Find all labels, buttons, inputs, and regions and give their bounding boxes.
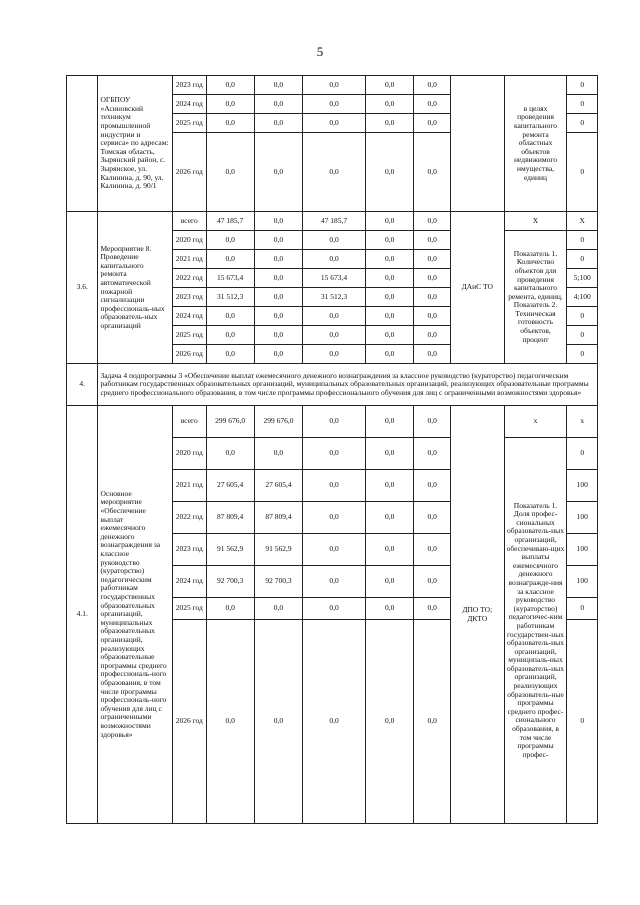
funding-value-cell: 0,0 — [366, 269, 414, 288]
funding-value-cell: 0,0 — [303, 76, 366, 95]
page-number: 5 — [316, 44, 324, 59]
funding-value-cell: 0,0 — [414, 620, 451, 824]
funding-value-cell: 0,0 — [414, 406, 451, 438]
funding-value-cell: 0,0 — [303, 598, 366, 620]
year-cell: всего — [172, 212, 206, 231]
funding-value-cell: 0,0 — [366, 438, 414, 470]
program-table — [66, 75, 598, 824]
funding-value-cell: 0,0 — [206, 307, 254, 326]
activity-name-cell: ОГБПОУ «Асиновский техникум промышленной индустрии и сервиса» по адресам: Томская область, Зырянский район, с. Зырянское, ул. Калинина, д. 90, ул. Калинина, д. 90/1 — [98, 76, 173, 212]
funding-value-cell: 0,0 — [303, 231, 366, 250]
funding-value-cell: 0,0 — [366, 95, 414, 114]
year-cell: 2024 год — [172, 307, 206, 326]
funding-value-cell: 0,0 — [414, 288, 451, 307]
target-value-cell: 4;100 — [567, 288, 598, 307]
funding-value-cell: 0,0 — [303, 307, 366, 326]
funding-value-cell: 0,0 — [254, 620, 302, 824]
funding-value-cell: 47 185,7 — [303, 212, 366, 231]
target-value-cell: 0 — [567, 114, 598, 133]
activity-name-cell: Основное мероприятие «Обеспечение выплат ежемесячного денежного вознаграждения за классное руководство (кураторство) педагогическим работникам государственных образовательных организаций, муниципальных образовательных организаций, реализующих образовательные программы среднего профессиональ-ного образования, в том числе программы профессиональ-ного обучения для лиц с ограниченными возможностями здоровья» — [98, 406, 173, 824]
funding-value-cell: 0,0 — [254, 212, 302, 231]
funding-value-cell: 0,0 — [366, 133, 414, 212]
funding-value-cell: 0,0 — [303, 95, 366, 114]
funding-value-cell: 0,0 — [254, 598, 302, 620]
funding-value-cell: 0,0 — [366, 598, 414, 620]
funding-value-cell: 0,0 — [206, 114, 254, 133]
table-row — [67, 76, 598, 95]
funding-value-cell: 0,0 — [414, 307, 451, 326]
funding-value-cell: 0,0 — [414, 212, 451, 231]
target-value-cell: 0 — [567, 76, 598, 95]
funding-value-cell: 0,0 — [254, 269, 302, 288]
funding-value-cell: 91 562,9 — [206, 534, 254, 566]
funding-value-cell: 0,0 — [366, 534, 414, 566]
row-number-cell: 3.6. — [67, 212, 98, 364]
funding-value-cell: 87 809,4 — [206, 502, 254, 534]
year-cell: 2024 год — [172, 95, 206, 114]
funding-value-cell: 0,0 — [414, 269, 451, 288]
year-cell: 2022 год — [172, 269, 206, 288]
funding-value-cell: 0,0 — [414, 231, 451, 250]
funding-value-cell: 0,0 — [206, 438, 254, 470]
funding-value-cell: 0,0 — [366, 212, 414, 231]
funding-value-cell: 27 605,4 — [206, 470, 254, 502]
funding-value-cell: 0,0 — [254, 326, 302, 345]
funding-value-cell: 0,0 — [254, 438, 302, 470]
row-number-cell: 4.1. — [67, 406, 98, 824]
funding-value-cell: 0,0 — [254, 133, 302, 212]
funding-value-cell: 0,0 — [303, 114, 366, 133]
funding-value-cell: 0,0 — [254, 288, 302, 307]
funding-value-cell: 0,0 — [414, 326, 451, 345]
target-value-cell: 5;100 — [567, 269, 598, 288]
funding-value-cell: 0,0 — [366, 566, 414, 598]
year-cell: 2026 год — [172, 620, 206, 824]
funding-value-cell: 0,0 — [366, 406, 414, 438]
target-value-cell: 0 — [567, 326, 598, 345]
funding-value-cell: 0,0 — [206, 95, 254, 114]
year-cell: 2025 год — [172, 114, 206, 133]
funding-value-cell: 0,0 — [254, 231, 302, 250]
funding-value-cell: 0,0 — [206, 620, 254, 824]
target-value-cell: 0 — [567, 250, 598, 269]
funding-value-cell: 0,0 — [303, 438, 366, 470]
target-value-cell: 100 — [567, 566, 598, 598]
year-cell: 2024 год — [172, 566, 206, 598]
year-cell: 2022 год — [172, 502, 206, 534]
funding-value-cell: 0,0 — [366, 288, 414, 307]
funding-value-cell: 0,0 — [303, 534, 366, 566]
funding-value-cell: 0,0 — [366, 470, 414, 502]
funding-value-cell: 47 185,7 — [206, 212, 254, 231]
year-cell: 2023 год — [172, 534, 206, 566]
target-value-cell: 0 — [567, 345, 598, 364]
funding-value-cell: 31 512,3 — [206, 288, 254, 307]
target-value-cell: 100 — [567, 502, 598, 534]
table-row — [67, 212, 598, 231]
funding-value-cell: 0,0 — [254, 114, 302, 133]
funding-value-cell: 0,0 — [303, 470, 366, 502]
target-value-cell: 0 — [567, 95, 598, 114]
target-value-cell: 0 — [567, 133, 598, 212]
year-cell: 2021 год — [172, 470, 206, 502]
funding-value-cell: 0,0 — [414, 250, 451, 269]
indicator-cell: в целях проведения капитального ремонта областных объектов недвижимого имущества, единиц — [504, 76, 567, 212]
target-value-cell: х — [567, 406, 598, 438]
executor-cell: ДАиС ТО — [451, 212, 505, 364]
funding-value-cell: 0,0 — [303, 502, 366, 534]
funding-value-cell: 0,0 — [254, 250, 302, 269]
target-value-cell: 0 — [567, 620, 598, 824]
activity-name-cell: Мероприятие 8. Проведение капитального ремонта автоматической пожарной сигнализации профессиональ-ных образователь-ных организаций — [98, 212, 173, 364]
indicator-cell: х — [504, 406, 567, 438]
funding-value-cell: 0,0 — [206, 76, 254, 95]
funding-value-cell: 299 676,0 — [254, 406, 302, 438]
funding-value-cell: 0,0 — [366, 307, 414, 326]
year-cell: 2025 год — [172, 326, 206, 345]
funding-value-cell: 0,0 — [254, 307, 302, 326]
funding-value-cell: 0,0 — [414, 114, 451, 133]
funding-value-cell: 0,0 — [366, 326, 414, 345]
funding-value-cell: 0,0 — [366, 76, 414, 95]
task-row — [67, 364, 598, 406]
funding-value-cell: 0,0 — [254, 76, 302, 95]
funding-value-cell: 0,0 — [366, 114, 414, 133]
funding-value-cell: 15 673,4 — [206, 269, 254, 288]
year-cell: 2020 год — [172, 231, 206, 250]
target-value-cell: 0 — [567, 231, 598, 250]
funding-value-cell: 92 700,3 — [206, 566, 254, 598]
funding-value-cell: 299 676,0 — [206, 406, 254, 438]
funding-value-cell: 0,0 — [414, 76, 451, 95]
funding-value-cell: 0,0 — [303, 250, 366, 269]
funding-value-cell: 92 700,3 — [254, 566, 302, 598]
funding-value-cell: 87 809,4 — [254, 502, 302, 534]
funding-value-cell: 0,0 — [366, 231, 414, 250]
funding-value-cell: 0,0 — [254, 345, 302, 364]
year-cell: 2023 год — [172, 76, 206, 95]
funding-value-cell: 27 605,4 — [254, 470, 302, 502]
funding-value-cell: 0,0 — [414, 438, 451, 470]
table-row — [67, 406, 598, 438]
funding-value-cell: 0,0 — [206, 250, 254, 269]
funding-value-cell: 31 512,3 — [303, 288, 366, 307]
funding-value-cell: 0,0 — [414, 95, 451, 114]
funding-value-cell: 0,0 — [414, 345, 451, 364]
year-cell: всего — [172, 406, 206, 438]
funding-value-cell: 0,0 — [206, 345, 254, 364]
target-value-cell: 0 — [567, 598, 598, 620]
target-value-cell: Х — [567, 212, 598, 231]
funding-value-cell: 0,0 — [206, 326, 254, 345]
indicator-cell: Показатель 1. Доля профес-сиональных образователь-ных организаций, обеспечиваю-щих выплаты ежемесячного денежного вознагражде-ния за классное руководство (кураторство) педагогичес-ким работникам государствен-ных образователь-ных организаций, муниципаль-ных образователь-ных организаций, реализующих образователь-ные программы среднего профес-сионального образования, в том числе программы профес- — [504, 438, 567, 824]
year-cell: 2020 год — [172, 438, 206, 470]
task-description-cell: Задача 4 подпрограммы 3 «Обеспечение выплат ежемесячного денежного вознаграждения за классное руководство (кураторство) педагогическим работникам государственных образовательных организаций, муниципальных образовательных организаций, реализующих образовательные программы среднего профессионального образования, в том числе программы профессионального обучения для лиц с ограниченными возможностями здоровья» — [98, 364, 598, 406]
funding-value-cell: 0,0 — [303, 406, 366, 438]
funding-value-cell: 0,0 — [366, 250, 414, 269]
year-cell: 2025 год — [172, 598, 206, 620]
funding-value-cell: 0,0 — [366, 620, 414, 824]
year-cell: 2026 год — [172, 345, 206, 364]
funding-value-cell: 91 562,9 — [254, 534, 302, 566]
funding-value-cell: 0,0 — [303, 620, 366, 824]
funding-value-cell: 0,0 — [414, 566, 451, 598]
funding-value-cell: 0,0 — [303, 133, 366, 212]
funding-value-cell: 0,0 — [206, 231, 254, 250]
target-value-cell: 0 — [567, 307, 598, 326]
year-cell: 2026 год — [172, 133, 206, 212]
funding-value-cell: 0,0 — [254, 95, 302, 114]
funding-value-cell: 0,0 — [414, 133, 451, 212]
funding-value-cell: 0,0 — [414, 534, 451, 566]
funding-value-cell: 0,0 — [303, 345, 366, 364]
executor-cell — [451, 76, 505, 212]
funding-value-cell: 15 673,4 — [303, 269, 366, 288]
funding-value-cell: 0,0 — [414, 598, 451, 620]
funding-value-cell: 0,0 — [366, 345, 414, 364]
year-cell: 2023 год — [172, 288, 206, 307]
funding-value-cell: 0,0 — [414, 502, 451, 534]
funding-value-cell: 0,0 — [414, 470, 451, 502]
funding-value-cell: 0,0 — [206, 598, 254, 620]
indicator-cell: Х — [504, 212, 567, 231]
funding-value-cell: 0,0 — [206, 133, 254, 212]
indicator-cell: Показатель 1. Количество объектов для проведения капитального ремента, единиц. Показатель 2. Техническая готовность объектов, процент — [504, 231, 567, 364]
target-value-cell: 100 — [567, 470, 598, 502]
target-value-cell: 100 — [567, 534, 598, 566]
target-value-cell: 0 — [567, 438, 598, 470]
funding-value-cell: 0,0 — [303, 566, 366, 598]
task-number-cell: 4. — [67, 364, 98, 406]
funding-value-cell: 0,0 — [303, 326, 366, 345]
year-cell: 2021 год — [172, 250, 206, 269]
executor-cell: ДПО ТО; ДКТО — [451, 406, 505, 824]
funding-value-cell: 0,0 — [366, 502, 414, 534]
table-body — [67, 76, 598, 824]
row-number-cell — [67, 76, 98, 212]
